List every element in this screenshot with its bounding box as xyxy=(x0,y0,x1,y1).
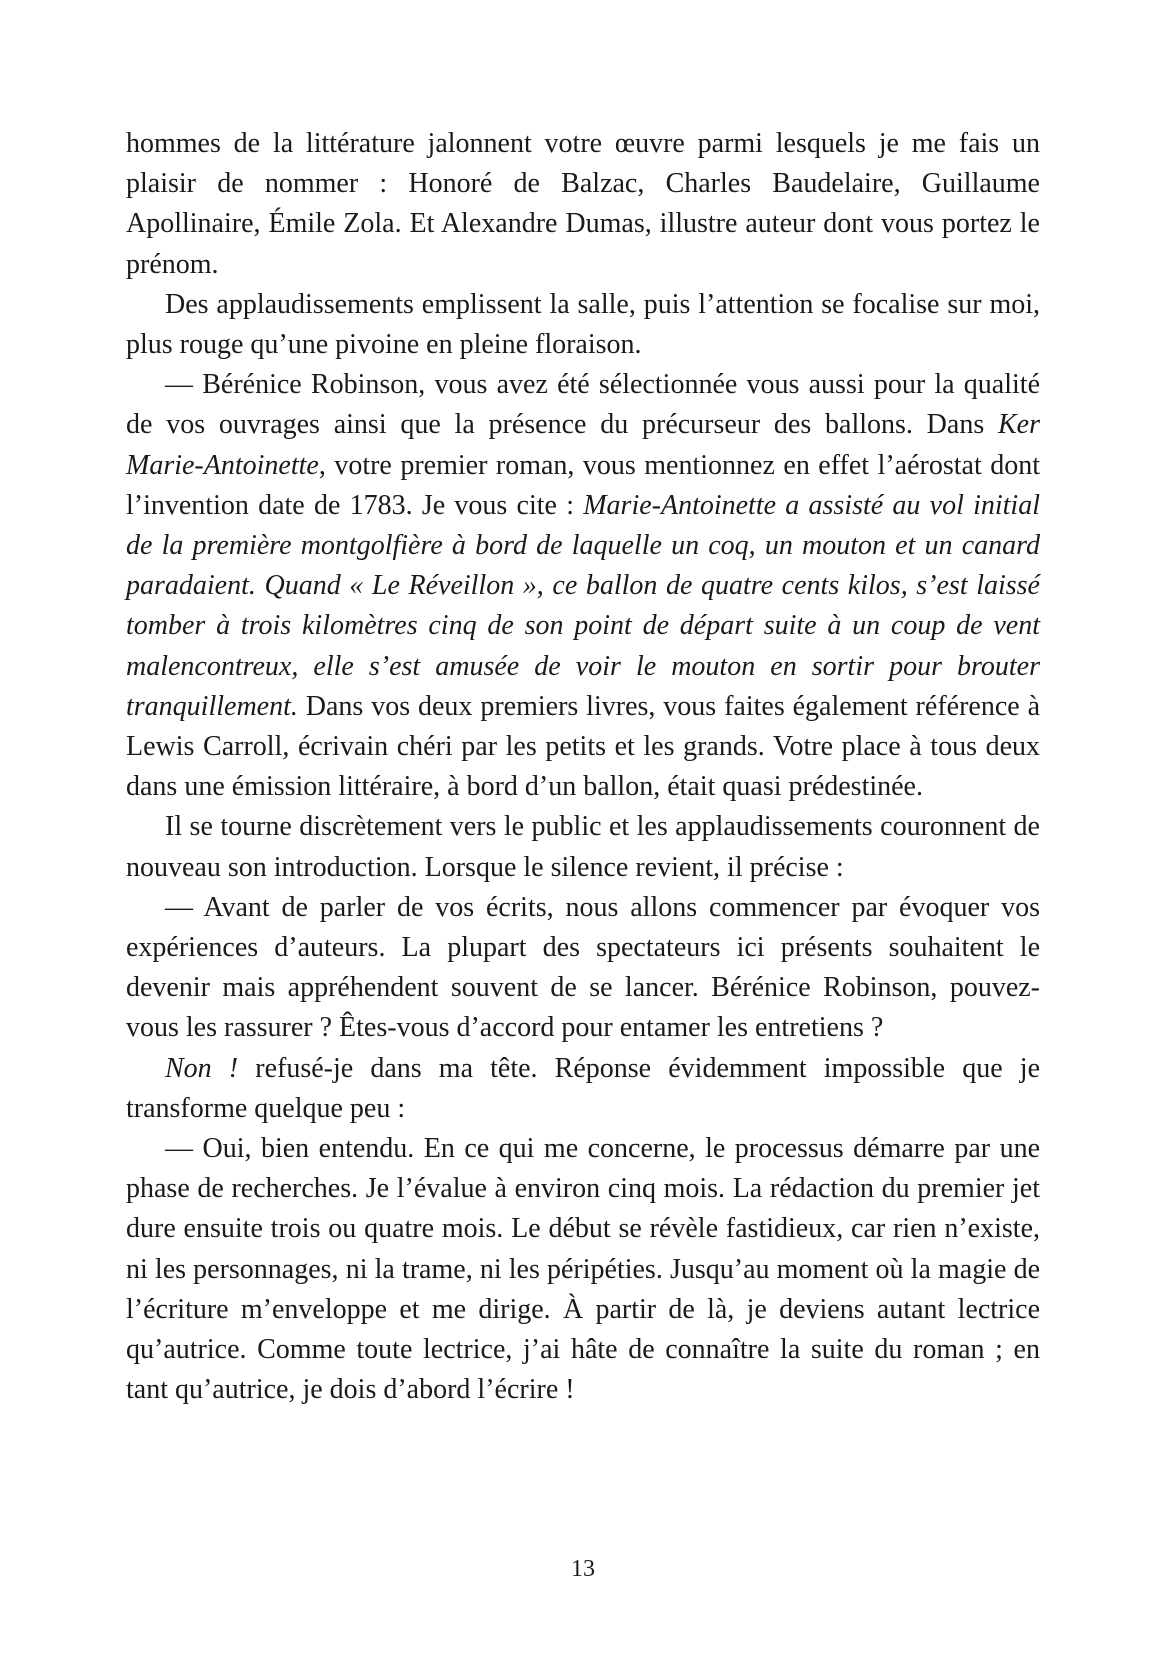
text-run: , votre premier roman, vous mentionnez en effet l’aérostat dont l’invention date de 1783. Je vous cite : xyxy=(126,449,1040,521)
inner-thought: Non ! xyxy=(165,1052,239,1084)
paragraph xyxy=(126,807,1040,887)
paragraph xyxy=(126,888,1040,1049)
text-run: — Bérénice Robinson, vous avez été sélectionnée vous aussi pour la qualité de vos ouvrages ainsi que la présence du précurseur des ballons. Dans xyxy=(126,369,1040,441)
text-run: Des applaudissements emplissent la salle, puis l’attention se focalise sur moi, plus rouge qu’une pivoine en pleine floraison. xyxy=(126,288,1040,361)
page-number: 13 xyxy=(571,1556,595,1582)
text-run: hommes de la littérature jalonnent votre œuvre parmi lesquels je me fais un plaisir de nommer : Honoré de Balzac, Charles Baudelaire, Guillaume Apollinaire, Émile Zola. Et Alexandre Dumas, illustre auteur dont vous portez le prénom. xyxy=(126,128,1040,280)
paragraph xyxy=(126,1049,1040,1129)
paragraph xyxy=(126,124,1040,285)
text-run: refusé-je dans ma tête. Réponse évidemment impossible que je transforme quelque peu : xyxy=(126,1052,1040,1124)
book-title: Ker Marie-Antoinette xyxy=(126,409,1040,481)
body-text xyxy=(126,124,1040,1411)
paragraph xyxy=(126,1129,1040,1410)
quotation: Marie-Antoinette a assisté au vol initial de la première montgolfière à bord de laquelle un coq, un mouton et un canard paradaient. Quand « Le Réveillon », ce ballon de quatre cents kilos, s’est laissé tomber à trois kilomètres cinq de son point de départ suite à un coup de vent malencontreux, elle s’est amusée de voir le mouton en sortir pour brouter tranquillement. xyxy=(126,489,1040,722)
text-run: — Avant de parler de vos écrits, nous allons commencer par évoquer vos expériences d’auteurs. La plupart des spectateurs ici présents souhaitent le devenir mais appréhendent souvent de se lancer. Bérénice Robinson, pouvez-vous les rassurer ? Êtes-vous d’accord pour entamer les entretiens ? xyxy=(126,891,1040,1044)
text-run: — Oui, bien entendu. En ce qui me concerne, le processus démarre par une phase de recherches. Je l’évalue à environ cinq mois. La rédaction du premier jet dure ensuite trois ou quatre mois. Le début se révèle fastidieux, car rien n’existe, ni les personnages, ni la trame, ni les péripéties. Jusqu’au moment où la magie de l’écriture m’enveloppe et me dirige. À partir de là, je deviens autant lectrice qu’autrice. Comme toute lectrice, j’ai hâte de connaître la suite du roman ; en tant qu’autrice, je dois d’abord l’écrire ! xyxy=(126,1133,1040,1406)
paragraph xyxy=(126,365,1040,807)
paragraph xyxy=(126,285,1040,365)
text-run: Dans vos deux premiers livres, vous faites également référence à Lewis Carroll, écrivain chéri par les petits et les grands. Votre place à tous deux dans une émission littéraire, à bord d’un ballon, était quasi prédestinée. xyxy=(126,690,1040,803)
text-run: Il se tourne discrètement vers le public et les applaudissements couronnent de nouveau son introduction. Lorsque le silence revient, il précise : xyxy=(126,811,1040,883)
